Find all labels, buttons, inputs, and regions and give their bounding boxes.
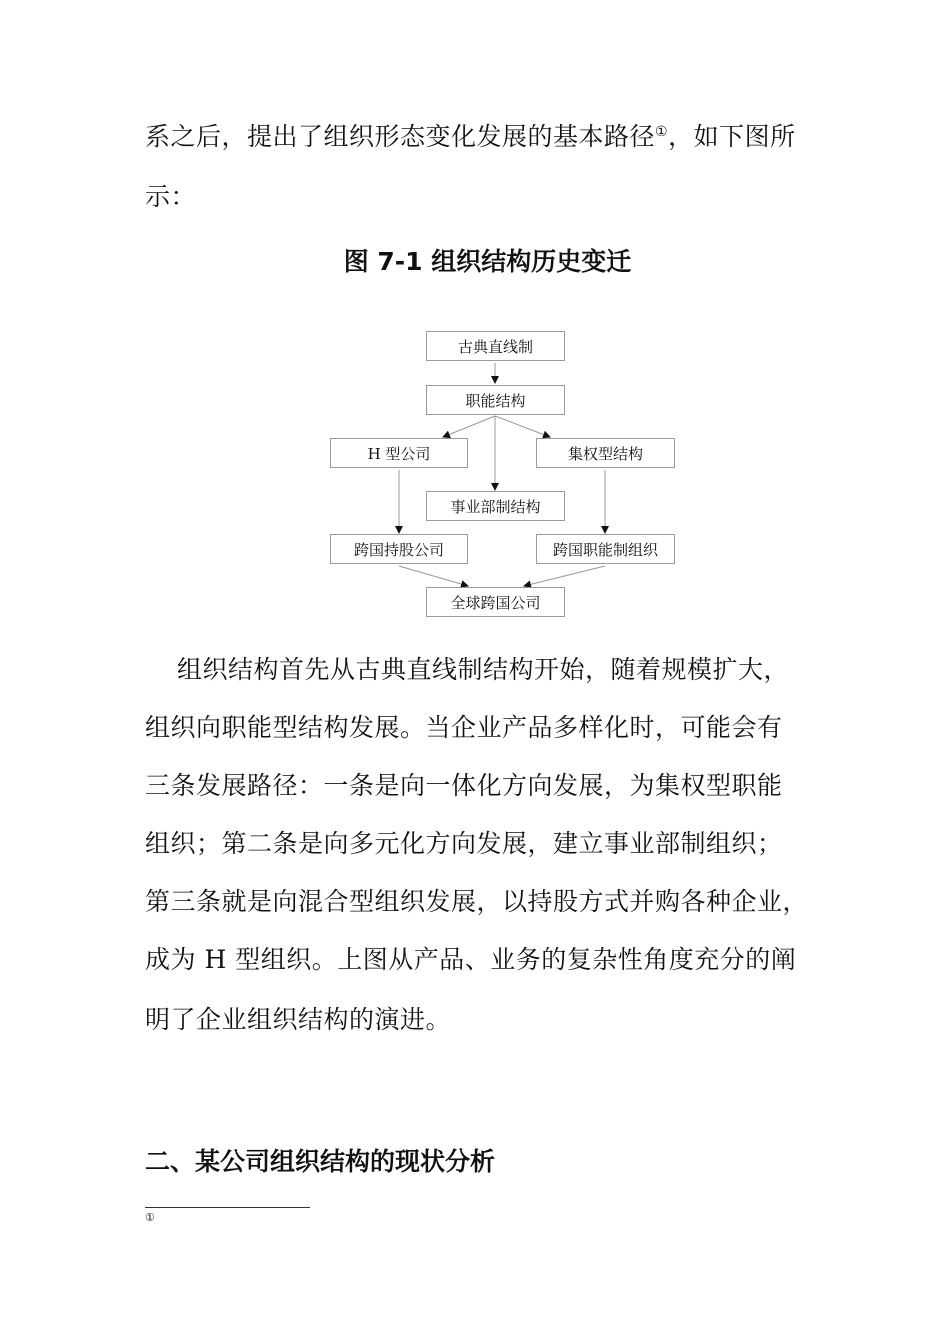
- body-text: 系之后，提出了组织形态变化发展的基本路径: [145, 122, 656, 151]
- section-heading: 二、某公司组织结构的现状分析: [145, 1147, 496, 1176]
- node-transnational-functional: 跨国职能制组织: [536, 534, 675, 564]
- paragraph-line-1: 组织结构首先从古典直线制结构开始，随着规模扩大，: [177, 655, 790, 684]
- paragraph-line-4: 组织；第二条是向多元化方向发展，建立事业部制组织；: [145, 829, 783, 858]
- arrow-functional-h: [443, 416, 495, 437]
- paragraph-line-5: 第三条就是向混合型组织发展，以持股方式并购各种企业，: [145, 887, 809, 916]
- footnote-mark: ①: [145, 1211, 155, 1224]
- arrow-functional-centralized: [495, 416, 550, 437]
- node-transnational-holding: 跨国持股公司: [330, 534, 468, 564]
- node-divisional-structure: 事业部制结构: [426, 491, 565, 521]
- node-centralized-structure: 集权型结构: [536, 438, 675, 468]
- footnote-separator: [145, 1207, 310, 1208]
- paragraph-line-2: 组织向职能型结构发展。当企业产品多样化时，可能会有: [145, 713, 783, 742]
- paragraph-line-7: 明了企业组织结构的演进。: [145, 1005, 452, 1034]
- node-h-company: H 型公司: [330, 438, 468, 468]
- figure-caption: 图 7-1 组织结构历史变迁: [343, 247, 632, 276]
- arrow-transnational-global: [524, 566, 605, 586]
- paragraph-line-3: 三条发展路径：一条是向一体化方向发展，为集权型职能: [145, 771, 783, 800]
- node-functional-structure: 职能结构: [426, 385, 565, 415]
- footnote-reference[interactable]: ①: [655, 124, 669, 140]
- arrow-holding-global: [399, 566, 468, 586]
- node-classic-linear: 古典直线制: [426, 331, 565, 361]
- body-line-2: 示：: [145, 182, 197, 211]
- body-text: ，如下图所: [668, 122, 796, 151]
- paragraph-line-6: 成为 H 型组织。上图从产品、业务的复杂性角度充分的阐: [145, 945, 797, 974]
- node-global-transnational: 全球跨国公司: [426, 587, 565, 617]
